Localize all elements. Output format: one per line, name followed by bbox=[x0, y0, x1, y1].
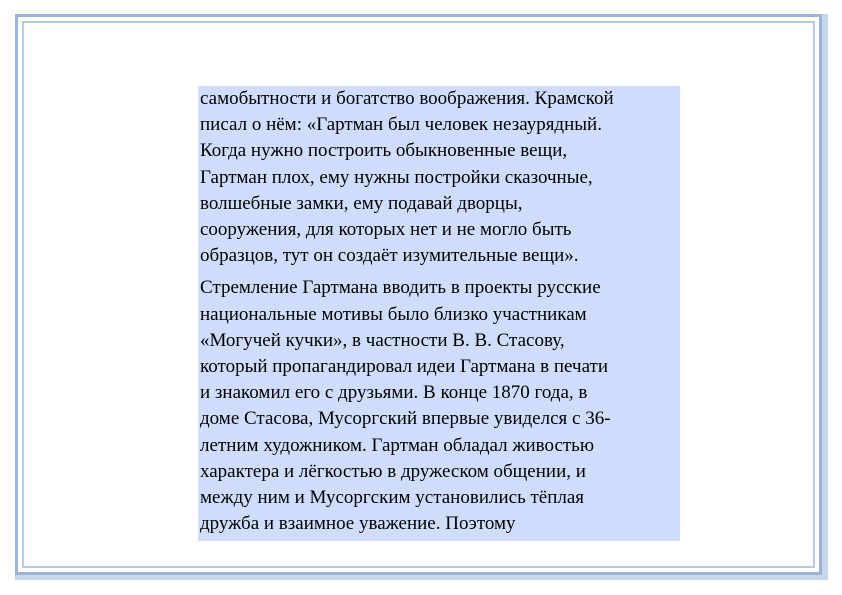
frame-shadow-right bbox=[822, 14, 828, 577]
text-line: и знакомил его с друзьями. В конце 1870 года, в bbox=[200, 382, 588, 404]
text-line: национальные мотивы было близко участникам bbox=[200, 303, 587, 325]
text-line: доме Стасова, Мусоргский впервые увиделся с 36- bbox=[200, 408, 611, 430]
text-line: волшебные замки, ему подавай дворцы, bbox=[200, 192, 523, 214]
text-line: Когда нужно построить обыкновенные вещи, bbox=[200, 140, 568, 162]
text-line: Гартман плох, ему нужны постройки сказочные, bbox=[200, 166, 593, 188]
text-line: самобытности и богатство воображения. Крамской bbox=[200, 88, 614, 109]
text-line: летним художником. Гартман обладал живостью bbox=[200, 434, 595, 456]
paragraph-1 bbox=[200, 86, 678, 269]
paragraph-2 bbox=[200, 275, 678, 537]
text-line: Стремление Гартмана вводить в проекты русские bbox=[200, 277, 601, 299]
frame-shadow-bottom bbox=[15, 575, 828, 580]
text-line: характера и лёгкостью в дружеском общении, и bbox=[200, 460, 586, 482]
text-line: который пропагандировал идеи Гартмана в печати bbox=[200, 356, 608, 378]
text-box bbox=[198, 86, 680, 541]
text-line: образцов, тут он создаёт изумительные вещи». bbox=[200, 245, 579, 267]
text-line: писал о нём: «Гартман был человек незаурядный. bbox=[200, 114, 602, 136]
text-line: между ним и Мусоргским установились тёплая bbox=[200, 487, 585, 509]
text-line: сооружения, для которых нет и не могло быть bbox=[200, 219, 572, 241]
text-line: «Могучей кучки», в частности В. В. Стасову, bbox=[200, 329, 565, 351]
text-line: дружба и взаимное уважение. Поэтому bbox=[200, 513, 516, 535]
